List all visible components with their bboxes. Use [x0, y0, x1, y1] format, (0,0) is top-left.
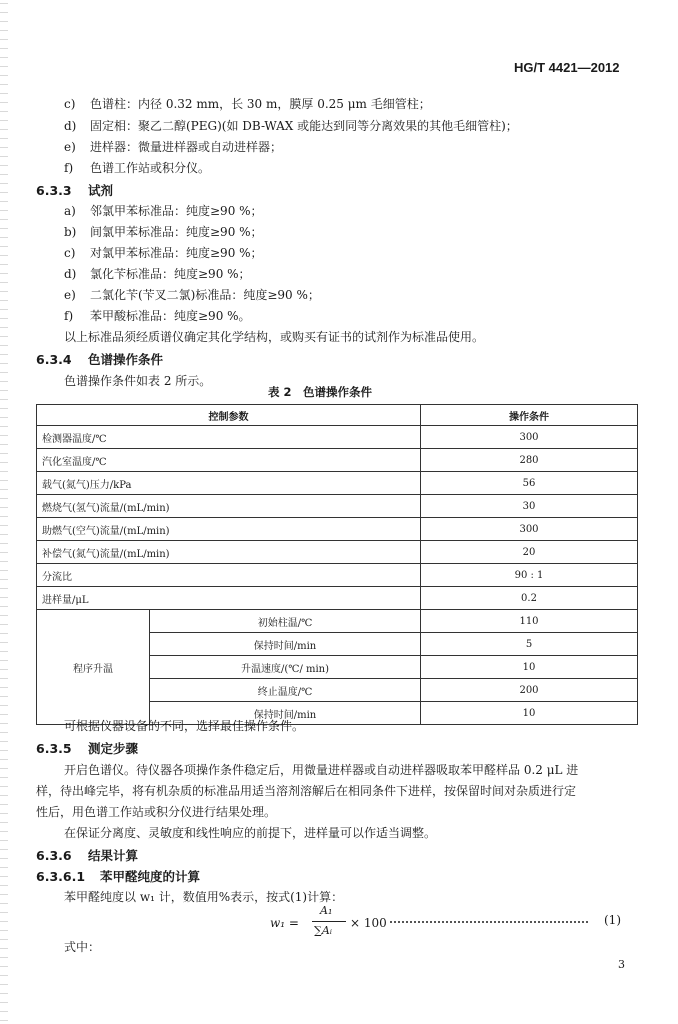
list-item: e) 二氯化苄(苄叉二氯)标准品：纯度≥90 %；: [64, 288, 320, 302]
procedure-paragraph: 在保证分离度、灵敏度和线性响应的前提下，进样量可以作适当调整。: [64, 826, 437, 840]
formula-denominator: ∑Aᵢ: [314, 924, 333, 937]
value-cell: 300: [421, 518, 638, 541]
table-row: [37, 495, 638, 518]
page-number: 3: [618, 958, 625, 971]
value-cell: 90 : 1: [421, 564, 638, 587]
param-cell: 载气(氮气)压力/kPa: [37, 472, 421, 495]
param-cell: 保持时间/min: [150, 702, 421, 725]
param-cell: 汽化室温度/℃: [37, 449, 421, 472]
value-cell: 280: [421, 449, 638, 472]
procedure-paragraph-line: 开启色谱仪。待仪器各项操作条件稳定后，用微量进样器或自动进样器吸取苯甲醛样品 0.2 μL 进: [64, 763, 579, 777]
program-temp-label: 程序升温: [37, 610, 150, 725]
param-cell: 补偿气(氮气)流量/(mL/min): [37, 541, 421, 564]
value-cell: 200: [421, 679, 638, 702]
reagent-note: 以上标准品须经质谱仪确定其化学结构，或购买有证书的试剂作为标准品使用。: [64, 330, 485, 344]
column-header-condition: 操作条件: [421, 405, 638, 426]
table-chromatography-conditions: [36, 404, 638, 725]
value-cell: 5: [421, 633, 638, 656]
param-cell: 分流比: [37, 564, 421, 587]
formula-number: (1): [604, 913, 621, 927]
section-heading-6-3-3: 6.3.3 试剂: [36, 183, 114, 198]
param-cell: 初始柱温/℃: [150, 610, 421, 633]
scan-edge: [0, 0, 8, 1024]
value-cell: 10: [421, 656, 638, 679]
table-row: [37, 426, 638, 449]
list-item: a) 邻氯甲苯标准品：纯度≥90 %；: [64, 204, 263, 218]
list-item: f) 色谱工作站或积分仪。: [64, 161, 211, 175]
param-cell: 保持时间/min: [150, 633, 421, 656]
column-header-param: 控制参数: [37, 405, 421, 426]
where-label: 式中：: [64, 940, 101, 954]
value-cell: 300: [421, 426, 638, 449]
list-item: c) 色谱柱：内径 0.32 mm，长 30 m，膜厚 0.25 μm 毛细管柱；: [64, 97, 431, 111]
list-item: c) 对氯甲苯标准品：纯度≥90 %；: [64, 246, 263, 260]
list-item: d) 固定相：聚乙二醇(PEG)(如 DB-WAX 或能达到同等分离效果的其他毛细管柱)；: [64, 119, 518, 133]
value-cell: 110: [421, 610, 638, 633]
formula-intro: 苯甲醛纯度以 w₁ 计，数值用%表示，按式(1)计算：: [64, 890, 344, 904]
list-item: d) 氯化苄标准品：纯度≥90 %；: [64, 267, 251, 281]
table-row: [37, 587, 638, 610]
section-heading-6-3-6-1: 6.3.6.1 苯甲醛纯度的计算: [36, 869, 201, 884]
table-row: [37, 518, 638, 541]
table-note: 可根据仪器设备的不同，选择最佳操作条件。: [64, 719, 305, 733]
value-cell: 10: [421, 702, 638, 725]
standard-code: HG/T 4421—2012: [514, 60, 620, 75]
section-heading-6-3-4: 6.3.4 色谱操作条件: [36, 352, 164, 367]
procedure-paragraph-line: 样，待出峰完毕，将有机杂质的标准品用适当溶剂溶解后在相同条件下进样，按保留时间对杂质进行定: [36, 784, 577, 798]
table-row: [37, 564, 638, 587]
section-heading-6-3-6: 6.3.6 结果计算: [36, 848, 139, 863]
formula-leader-dots: [390, 921, 588, 923]
procedure-paragraph-line: 性后，用色谱工作站或积分仪进行结果处理。: [36, 805, 277, 819]
value-cell: 20: [421, 541, 638, 564]
list-item: f) 苯甲酸标准品：纯度≥90 %。: [64, 309, 251, 323]
formula-rhs: × 100: [350, 916, 387, 930]
value-cell: 0.2: [421, 587, 638, 610]
table-row: [37, 610, 638, 633]
table-row: [37, 472, 638, 495]
section-heading-6-3-5: 6.3.5 测定步骤: [36, 741, 139, 756]
table-header-row: [37, 405, 638, 426]
formula-lhs: w₁ =: [270, 916, 299, 930]
param-cell: 助燃气(空气)流量/(mL/min): [37, 518, 421, 541]
param-cell: 检测器温度/℃: [37, 426, 421, 449]
value-cell: 56: [421, 472, 638, 495]
list-item: e) 进样器：微量进样器或自动进样器；: [64, 140, 283, 154]
fraction-bar: [312, 921, 346, 922]
table-row: [37, 541, 638, 564]
formula-numerator: A₁: [320, 904, 333, 917]
value-cell: 30: [421, 495, 638, 518]
table-caption: 表 2 色谱操作条件: [268, 385, 373, 399]
param-cell: 燃烧气(氢气)流量/(mL/min): [37, 495, 421, 518]
list-item: b) 间氯甲苯标准品：纯度≥90 %；: [64, 225, 263, 239]
param-cell: 终止温度/℃: [150, 679, 421, 702]
param-cell: 升温速度/(℃/ min): [150, 656, 421, 679]
section-intro: 色谱操作条件如表 2 所示。: [64, 374, 212, 388]
param-cell: 进样量/μL: [37, 587, 421, 610]
table-row: [37, 449, 638, 472]
